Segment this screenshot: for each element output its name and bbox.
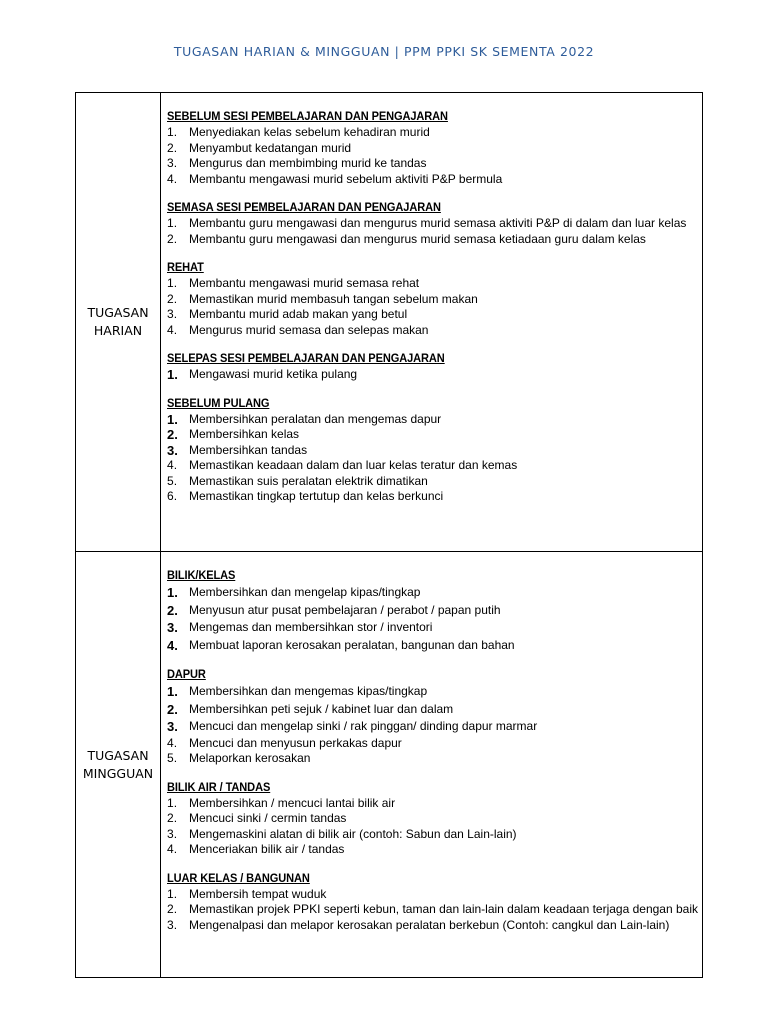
table-row-mingguan — [76, 552, 703, 978]
list-item-number: 1. — [167, 795, 178, 810]
list-item-text: Membersihkan dan mengemas kipas/tingkap — [189, 684, 428, 698]
list-item — [167, 458, 698, 474]
list-item-text: Mengawasi murid ketika pulang — [189, 367, 358, 381]
list-item-text: Memastikan projek PPKI seperti kebun, taman dan lain-lain dalam keadaan terjaga dengan baik — [189, 902, 698, 916]
list-item-text: Mengemaskini alatan di bilik air (contoh: Sabun dan Lain-lain) — [189, 826, 517, 841]
category-cell-harian — [76, 93, 161, 552]
list-item-text: Membantu guru mengawasi dan mengurus murid semasa aktiviti P&P di dalam dan luar kelas — [189, 216, 687, 230]
list-item — [167, 232, 698, 248]
category-label-line: TUGASAN — [87, 747, 149, 763]
header-title: TUGASAN HARIAN & MINGGUAN — [173, 44, 391, 59]
list-item-text: Membantu guru mengawasi dan mengurus murid semasa ketiadaan guru dalam kelas — [189, 231, 646, 246]
list-item-text: Membersih tempat wuduk — [189, 886, 327, 901]
list-item-number: 3. — [167, 826, 178, 841]
list-item-text: Mengenalpasi dan melapor kerosakan peralatan berkebun (Contoh: cangkul dan Lain-lain) — [189, 917, 670, 932]
list-item-number: 1. — [167, 216, 178, 230]
table-row-harian — [76, 93, 703, 552]
list-item-text: Memastikan suis peralatan elektrik dimatikan — [189, 473, 428, 488]
list-item-number: 3. — [167, 620, 178, 635]
list-item-number: 2. — [167, 231, 178, 246]
list-item — [167, 902, 698, 918]
list-item-number: 1. — [167, 125, 178, 139]
list-item-number: 4. — [167, 637, 178, 653]
list-item-text: Mengemas dan membersihkan stor / inventori — [189, 620, 433, 634]
list-item-text: Menyambut kedatangan murid — [189, 140, 352, 155]
section-title: SELEPAS SESI PEMBELAJARAN DAN PENGAJARAN — [167, 351, 445, 365]
list-item — [167, 367, 698, 383]
list-item — [167, 811, 698, 827]
list-item — [167, 412, 698, 428]
content-cell-harian — [161, 93, 703, 552]
list-item-number: 2. — [167, 602, 178, 618]
list-item-number: 1. — [167, 585, 178, 600]
document-header — [0, 44, 768, 59]
list-item — [167, 474, 698, 490]
list-item-number: 2. — [167, 902, 178, 916]
list-item-text: Membersihkan / mencuci lantai bilik air — [189, 795, 396, 810]
list-item — [167, 619, 698, 637]
list-item-number: 5. — [167, 751, 178, 765]
list-item — [167, 156, 698, 172]
duty-section — [167, 667, 698, 767]
list-item — [167, 827, 698, 843]
list-item-text: Membuat laporan kerosakan peralatan, bangunan dan bahan — [189, 637, 515, 652]
duty-section — [167, 351, 698, 383]
list-item-text: Memastikan murid membasuh tangan sebelum makan — [189, 291, 478, 306]
list-item-text: Melaporkan kerosakan — [189, 751, 311, 765]
list-item-text: Membersihkan peti sejuk / kabinet luar dan dalam — [189, 701, 454, 716]
list-item-number: 3. — [167, 156, 178, 170]
list-item-number: 4. — [167, 842, 178, 856]
list-item-number: 2. — [167, 701, 178, 717]
list-item-number: 3. — [167, 719, 178, 734]
duty-section — [167, 396, 698, 505]
list-item-number: 2. — [167, 291, 178, 306]
list-item-number: 5. — [167, 473, 178, 488]
list-item — [167, 427, 698, 443]
list-item — [167, 584, 698, 602]
list-item — [167, 292, 698, 308]
list-item — [167, 918, 698, 934]
list-item — [167, 736, 698, 752]
list-item-number: 1. — [167, 886, 178, 901]
list-item-text: Membantu mengawasi murid semasa rehat — [189, 276, 420, 290]
list-item-text: Menyediakan kelas sebelum kehadiran murid — [189, 125, 430, 139]
list-item — [167, 751, 698, 767]
list-item-number: 4. — [167, 735, 178, 750]
list-item-number: 1. — [167, 411, 178, 427]
list-item — [167, 887, 698, 903]
list-item — [167, 125, 698, 141]
list-item-text: Membantu mengawasi murid sebelum aktiviti P&P bermula — [189, 171, 503, 186]
list-item — [167, 718, 698, 736]
duty-section — [167, 568, 698, 654]
list-item-text: Mengurus dan membimbing murid ke tandas — [189, 156, 427, 170]
list-item-text: Memastikan keadaan dalam dan luar kelas teratur dan kemas — [189, 458, 518, 472]
section-title: DAPUR — [167, 667, 206, 681]
list-item-number: 1. — [167, 367, 178, 382]
list-item — [167, 842, 698, 858]
list-item-number: 2. — [167, 427, 178, 442]
list-item-number: 3. — [167, 442, 178, 458]
list-item-number: 4. — [167, 171, 178, 186]
section-title: SEMASA SESI PEMBELAJARAN DAN PENGAJARAN — [167, 200, 441, 214]
list-item — [167, 602, 698, 620]
list-item — [167, 443, 698, 459]
list-item — [167, 489, 698, 505]
list-item-number: 2. — [167, 811, 178, 825]
category-label-line: MINGGUAN — [82, 765, 154, 781]
category-label-line: TUGASAN — [87, 305, 149, 320]
list-item-number: 1. — [167, 684, 178, 699]
section-title: LUAR KELAS / BANGUNAN — [167, 870, 310, 885]
list-item — [167, 172, 698, 188]
list-item-text: Mencuci dan menyusun perkakas dapur — [189, 735, 402, 750]
list-item — [167, 701, 698, 719]
list-item-text: Menyusun atur pusat pembelajaran / perabot / papan putih — [189, 602, 501, 617]
list-item-text: Membersihkan peralatan dan mengemas dapur — [189, 411, 442, 426]
duty-table — [75, 92, 703, 978]
duty-section — [167, 260, 698, 338]
header-school: PPM PPKI SK SEMENTA 2022 — [404, 44, 595, 59]
list-item-number: 6. — [167, 489, 178, 503]
list-item-text: Membersihkan dan mengelap kipas/tingkap — [189, 585, 421, 599]
list-item-number: 2. — [167, 140, 178, 155]
duty-section — [167, 109, 698, 187]
list-item — [167, 141, 698, 157]
list-item-text: Mencuci dan mengelap sinki / rak pinggan/ dinding dapur marmar — [189, 719, 538, 733]
list-item-number: 3. — [167, 917, 178, 932]
content-cell-mingguan — [161, 552, 703, 978]
section-title: BILIK AIR / TANDAS — [167, 779, 271, 794]
list-item-text: Membersihkan kelas — [189, 427, 300, 441]
section-title: SEBELUM SESI PEMBELAJARAN DAN PENGAJARAN — [167, 109, 448, 123]
duty-section — [167, 871, 698, 934]
list-item-text: Membantu murid adab makan yang betul — [189, 307, 408, 321]
duty-section — [167, 200, 698, 247]
list-item-number: 3. — [167, 307, 178, 321]
category-cell-mingguan — [76, 552, 161, 978]
list-item — [167, 307, 698, 323]
list-item-number: 1. — [167, 276, 178, 290]
section-title: SEBELUM PULANG — [167, 395, 270, 410]
header-separator: | — [394, 44, 400, 59]
list-item-text: Membersihkan tandas — [189, 442, 308, 457]
list-item — [167, 276, 698, 292]
duty-section — [167, 780, 698, 858]
list-item — [167, 216, 698, 232]
list-item-text: Memastikan tingkap tertutup dan kelas berkunci — [189, 489, 444, 503]
list-item-text: Mengurus murid semasa dan selepas makan — [189, 322, 429, 337]
list-item-text: Mencuci sinki / cermin tandas — [189, 811, 347, 825]
list-item — [167, 637, 698, 655]
list-item — [167, 683, 698, 701]
section-title: REHAT — [167, 260, 204, 274]
section-title: BILIK/KELAS — [167, 568, 236, 582]
list-item — [167, 796, 698, 812]
list-item-number: 4. — [167, 458, 178, 472]
list-item — [167, 323, 698, 339]
list-item-text: Menceriakan bilik air / tandas — [189, 842, 345, 856]
list-item-number: 4. — [167, 322, 178, 337]
category-label-line: HARIAN — [93, 323, 143, 338]
